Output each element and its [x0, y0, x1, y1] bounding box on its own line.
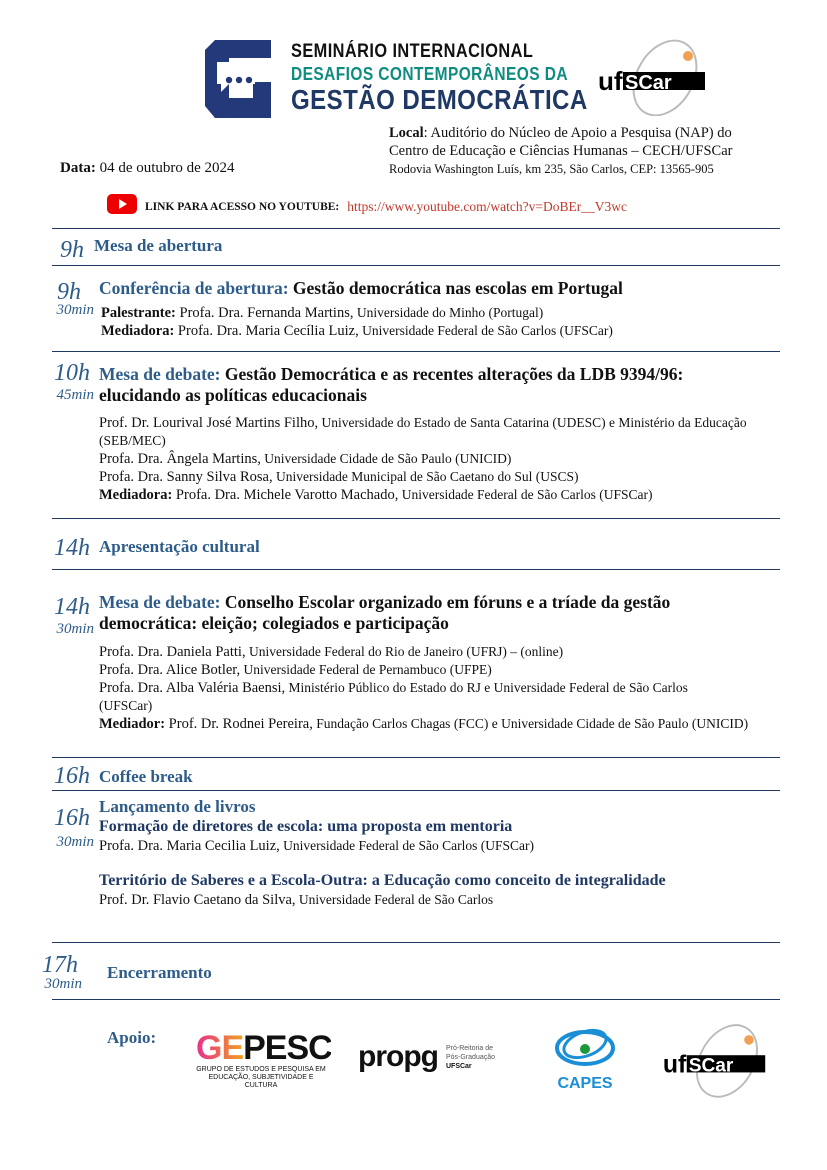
time-hour: 14h	[54, 535, 90, 561]
divider	[52, 265, 780, 266]
moderator: Mediadora: Profa. Dra. Michele Varotto Machado, Universidade Federal de São Carlos (UFSCar)	[99, 487, 653, 503]
header-line2: DESAFIOS CONTEMPORÂNEOS DA	[291, 64, 568, 84]
divider	[52, 790, 780, 791]
book-author: Profa. Dra. Maria Cecilia Luiz, Universidade Federal de São Carlos (UFSCar)	[99, 838, 534, 854]
book-list	[99, 817, 759, 909]
youtube-icon	[107, 194, 137, 219]
propg-logo: propg Pró-Reitoria de Pós-Graduação UFSCar	[358, 1040, 496, 1073]
panelist: Prof. Dr. Lourival José Martins Filho, Universidade do Estado de Santa Catarina (UDESC) e Ministério da Educação (SEB/MEC)	[99, 415, 747, 448]
time-hour: 9h	[57, 279, 81, 305]
book-title: Formação de diretores de escola: uma proposta em mentoria	[99, 818, 513, 835]
date-value: 04 de outubro de 2024	[99, 160, 235, 176]
gepesc-logo: GEPESC GRUPO DE ESTUDOS E PESQUISA EM EDUCAÇÃO, SUBJETIVIDADE E CULTURA	[196, 1029, 332, 1089]
time-minutes: 30min	[44, 976, 82, 992]
time-hour: 10h	[54, 360, 90, 386]
panelist: Profa. Dra. Sanny Silva Rosa, Universidade Municipal de São Caetano do Sul (USCS)	[99, 469, 579, 485]
divider	[52, 757, 780, 758]
ufscar-support-logo	[660, 1020, 770, 1100]
panelist: Profa. Dra. Daniela Patti, Universidade Federal do Rio de Janeiro (UFRJ) – (online)	[99, 644, 564, 660]
speaker: Palestrante: Profa. Dra. Fernanda Martins, Universidade do Minho (Portugal)	[101, 305, 544, 321]
session-title: Encerramento	[107, 963, 212, 982]
time-hour: 16h	[54, 763, 90, 789]
address: Rodovia Washington Luís, km 235, São Carlos, CEP: 13565-905	[389, 162, 714, 176]
ufscar-logo	[595, 38, 710, 116]
location-value: : Auditório do Núcleo de Apoio a Pesquisa (NAP) do	[423, 125, 732, 141]
panelist: Profa. Dra. Alba Valéria Baensi, Ministério Público do Estado do RJ e Universidade Federal de São Carlos (UFSCar)	[99, 680, 688, 713]
session-people	[99, 643, 769, 733]
capes-logo: CAPES	[552, 1022, 618, 1093]
session-title: Coffee break	[99, 767, 193, 786]
time-hour: 9h	[60, 237, 84, 263]
panelist: Profa. Dra. Ângela Martins, Universidade Cidade de São Paulo (UNICID)	[99, 451, 512, 467]
session-title: Mesa de abertura	[94, 236, 223, 255]
moderator: Mediadora: Profa. Dra. Maria Cecília Luiz, Universidade Federal de São Carlos (UFSCar)	[101, 323, 613, 339]
support-label: Apoio:	[107, 1028, 157, 1047]
session-title: Apresentação cultural	[99, 537, 260, 556]
time-hour: 16h	[54, 805, 90, 831]
time-minutes: 45min	[56, 387, 94, 403]
book-title: Território de Saberes e a Escola-Outra: a Educação como conceito de integralidade	[99, 872, 666, 889]
session-heading: Conferência de abertura: Gestão democrática nas escolas em Portugal	[99, 278, 623, 298]
location-line2: Centro de Educação e Ciências Humanas – CECH/UFSCar	[389, 143, 733, 159]
book-author: Prof. Dr. Flavio Caetano da Silva, Universidade Federal de São Carlos	[99, 892, 494, 908]
date-label: Data:	[60, 160, 96, 176]
header-line3: GESTÃO DEMOCRÁTICA	[291, 84, 588, 115]
session-heading: Mesa de debate: Gestão Democrática e as recentes alterações da LDB 9394/96: elucidando as políticas educacionais	[99, 364, 684, 405]
seminar-logo	[205, 40, 273, 118]
svg-text:uf: uf	[662, 1050, 687, 1079]
session-people	[99, 414, 789, 504]
event-date	[60, 160, 235, 177]
svg-text:SCar: SCar	[688, 1055, 734, 1077]
time-minutes: 30min	[56, 302, 94, 318]
time-hour: 14h	[54, 594, 90, 620]
divider	[52, 518, 780, 519]
event-location	[389, 124, 809, 178]
time-minutes: 30min	[56, 621, 94, 637]
divider	[52, 942, 780, 943]
header-line1: SEMINÁRIO INTERNACIONAL	[291, 41, 534, 62]
session-people	[101, 304, 791, 340]
youtube-row	[107, 194, 627, 219]
moderator: Mediador: Prof. Dr. Rodnei Pereira, Fundação Carlos Chagas (FCC) e Universidade Cidade de São Paulo (UNICID)	[99, 716, 749, 732]
divider	[52, 999, 780, 1000]
panelist: Profa. Dra. Alice Botler, Universidade Federal de Pernambuco (UFPE)	[99, 662, 492, 678]
time-hour: 17h	[42, 952, 78, 978]
divider	[52, 228, 780, 229]
session-heading: Mesa de debate: Conselho Escolar organizado em fóruns e a tríade da gestão democrática: eleição; colegiados e participação	[99, 592, 671, 633]
divider	[52, 569, 780, 570]
time-minutes: 30min	[56, 834, 94, 850]
session-title: Lançamento de livros	[99, 797, 256, 816]
location-label: Local	[389, 125, 424, 141]
youtube-label: LINK PARA ACESSO NO YOUTUBE:	[145, 200, 340, 213]
youtube-link[interactable]: https://www.youtube.com/watch?v=DoBEr__V3wc	[347, 198, 627, 214]
divider	[52, 351, 780, 352]
svg-text:uf: uf	[598, 66, 623, 96]
svg-text:SCar: SCar	[625, 72, 672, 94]
